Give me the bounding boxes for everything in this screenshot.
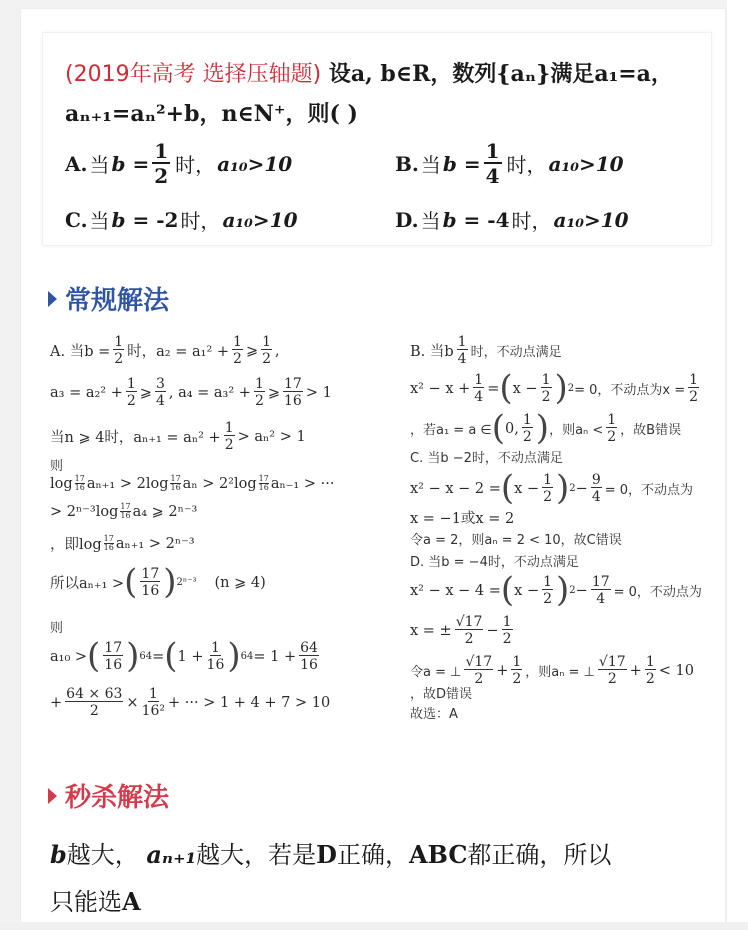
solution-line: x = −1或x = 2 (410, 511, 515, 527)
solution-line: a₁₀ > ( $\frac{17}{16}$ ) 64 = ( 1 + $\frac{1}{16}$ ) 64 = 1 + $\frac{64}{16}$ (50, 635, 318, 676)
problem-line-1 (65, 57, 673, 88)
solution-line: ，故D错误 (410, 687, 473, 702)
solution-line: + $\frac{64 \times 63}{2}$ × $\frac{1}{\text{16²}}$ + ··· > 1 + 4 + 7 > 10 (50, 686, 331, 719)
solution-line: 令a = 2，则aₙ = 2 < 10，故C错误 (410, 533, 622, 548)
problem-line-2: aₙ₊₁=aₙ²+b，n∈N⁺，则( ) (65, 101, 358, 127)
option-b: B. 当 b = $\frac{1}{4}$ 时， a₁₀>10 (395, 139, 624, 188)
page-bottom-edge (0, 922, 748, 930)
solution-line: ，即log $\frac{17}{16}$ aₙ₊₁ > 2ⁿ⁻³ (50, 534, 195, 553)
problem-card (42, 32, 712, 246)
option-a: A. 当 b = $\frac{1}{2}$ 时， a₁₀>10 (65, 139, 293, 188)
solution-line: x² − x − 4 = ( x − $\frac{1}{2}$ ) 2 − $\frac{17}{4}$ = 0，不动点为 (410, 569, 702, 610)
solution-left-column (50, 335, 395, 735)
quick-solution-line-1: b越大， aₙ₊₁越大，若是D正确，ABC都正确，所以 (50, 840, 612, 869)
quick-solution-line-2: 只能选A (50, 887, 141, 916)
solution-line: log $\frac{17}{16}$ aₙ₊₁ > 2log $\frac{17}{16}$ aₙ > 2²log $\frac{17}{16}$ aₙ₋₁ > ··· (50, 474, 335, 492)
solution-line: x = ± $\frac{√17}{2}$ − $\frac{1}{2}$ (410, 614, 512, 647)
solution-line: 当n ⩾ 4时，aₙ₊₁ = aₙ² + $\frac{1}{2}$ > aₙ² > 1 (50, 420, 306, 453)
problem-stem: 设a, b∈R，数列{aₙ}满足a₁=a， (328, 61, 673, 87)
solution-right-column (410, 335, 725, 735)
solution-line: 则 (50, 459, 64, 474)
answer-line: 故选：A (410, 707, 458, 722)
option-c: C. 当 b = -2 时， a₁₀>10 (65, 207, 298, 233)
solution-line: 所以aₙ₊₁ > ( $\frac{17}{16}$ ) 2ⁿ⁻³ (n ⩾ 4) (50, 561, 266, 602)
solution-line: B. 当b $\frac{1}{4}$ 时，不动点满足 (410, 334, 562, 367)
section-heading-normal-method: 常规解法 (48, 280, 169, 317)
page-margin (727, 0, 748, 930)
option-d: D. 当 b = -4 时， a₁₀>10 (395, 207, 629, 233)
solution-line: C. 当b −2时，不动点满足 (410, 451, 563, 466)
solution-line: x² − x + $\frac{1}{4}$ = ( x − $\frac{1}{2}$ ) 2 = 0，不动点为x = $\frac{1}{2}$ (410, 367, 699, 408)
solution-line: x² − x − 2 = ( x − $\frac{1}{2}$ ) 2 − $\frac{9}{4}$ = 0，不动点为 (410, 467, 694, 508)
solution-line: a₃ = a₂² + $\frac{1}{2}$ ⩾ $\frac{3}{4}$ , a₄ = a₃² + $\frac{1}{2}$ ⩾ $\frac{17}{16}$ > 1 (50, 376, 332, 409)
triangle-bullet-icon (48, 788, 57, 804)
section-heading-quick-method: 秒杀解法 (48, 777, 169, 814)
solution-line: ，若a₁ = a ∈ ( 0, $\frac{1}{2}$ ) ，则aₙ < $\frac{1}{2}$ ，故B错误 (410, 407, 682, 448)
solution-line: 则 (50, 621, 64, 636)
solution-line: > 2ⁿ⁻³log $\frac{17}{16}$ a₄ ⩾ 2ⁿ⁻³ (50, 502, 198, 520)
problem-tag: (2019年高考 选择压轴题) (65, 62, 322, 87)
triangle-bullet-icon (48, 291, 57, 307)
solution-line: D. 当b = −4时，不动点满足 (410, 555, 579, 570)
solution-line: A. 当b = $\frac{1}{2}$ 时，a₂ = a₁² + $\frac{1}{2}$ ⩾ $\frac{1}{2}$ , (50, 334, 280, 367)
solution-line: 令a = ⊥ $\frac{√17}{2}$ + $\frac{1}{2}$ ，则aₙ = ⊥ $\frac{√17}{2}$ + $\frac{1}{2}$ < 10 (410, 654, 694, 687)
